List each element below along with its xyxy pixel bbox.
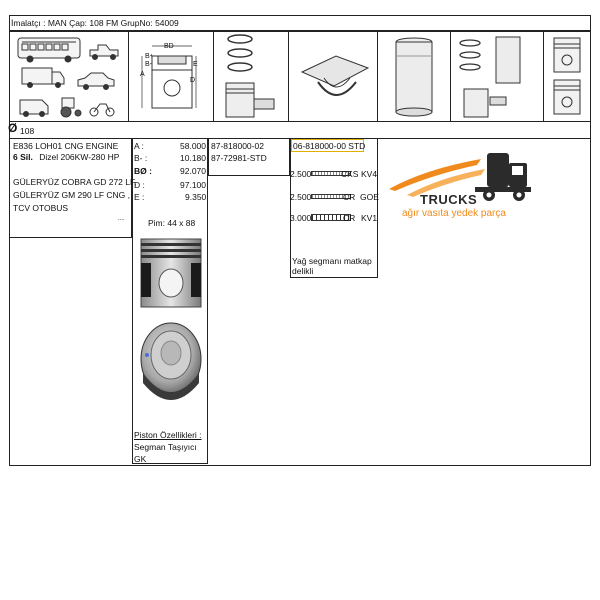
engine-cylinder-count: 6 Sil. (13, 152, 33, 162)
dim-label-e: E : (134, 192, 145, 202)
dim-label-b-minus: B- : (134, 153, 148, 163)
pickup-icon (90, 45, 118, 60)
ring-code-2: GOE (360, 192, 379, 202)
strip-divider (213, 31, 214, 122)
dim-label-b-dia: BØ : (134, 166, 152, 176)
piston-feature-2: GK (134, 454, 147, 464)
strip-divider (543, 31, 544, 122)
piston-features-title: Piston Özellikleri : (134, 430, 202, 440)
piston-rings-illustration (218, 33, 282, 121)
logo-name: TRUCKS (420, 192, 478, 207)
tractor-icon (61, 98, 81, 117)
pin-size: Pim: 44 x 88 (148, 218, 196, 228)
strip-divider (377, 31, 378, 122)
dim-value-d: 97.100 (180, 180, 206, 190)
header-text: İmalatçı : MAN Çap: 108 FM GrupNo: 54009 (11, 18, 179, 28)
engine-cylinders (13, 152, 119, 162)
part-number-2: 87-72981-STD (211, 153, 267, 163)
ring-part-number: 06-818000-00 STD (293, 141, 366, 151)
logo-tagline: ağır vasıta yedek parça (402, 208, 506, 219)
engine-code: E836 LOH01 CNG ENGINE (13, 141, 119, 151)
piston-section-illustration (548, 34, 588, 120)
bore-value: 108 (20, 126, 35, 136)
diagram-label-bd: BD (164, 43, 174, 50)
dim-value-b-minus: 10.180 (180, 153, 206, 163)
car-icon (78, 73, 114, 90)
engine-app-1: GÜLERYÜZ COBRA GD 272 LF, (13, 177, 137, 187)
diagram-label-d: D (190, 77, 196, 84)
part-number-1: 87-818000-02 (211, 141, 264, 151)
dim-value-b-dia: 92.070 (180, 166, 206, 176)
ring-note-2: delikli (292, 266, 314, 276)
strip-divider (288, 31, 289, 122)
ring-type-3: CR (343, 213, 356, 223)
motorcycle-icon (90, 104, 114, 116)
diagram-label-a: A (140, 71, 145, 78)
ring-code-3: KV1 (361, 213, 378, 223)
strip-divider (128, 31, 129, 122)
bore-symbol: Ø (8, 121, 18, 135)
ring-type-2: CR (343, 192, 356, 202)
diagram-label-e: E (193, 61, 198, 68)
engine-dots: .... (118, 216, 125, 222)
ring-note-1: Yağ segmanı matkap (292, 256, 372, 266)
dim-value-e: 9.350 (185, 192, 207, 202)
vehicle-icons (14, 34, 124, 119)
ring-size-2: 2.500 (290, 192, 312, 202)
ring-size-1: 2.500 (290, 169, 312, 179)
piston-feature-1: Segman Taşıyıcı (134, 442, 197, 452)
bus-icon (18, 38, 80, 62)
van-icon (20, 100, 48, 117)
ring-size-3: 3.000 (290, 213, 312, 223)
cylinder-liner-illustration (390, 36, 440, 120)
dim-label-d: D : (134, 180, 145, 190)
diagram-label-b-minus: B- (145, 61, 152, 68)
ring-type-1: CKS (341, 169, 359, 179)
bearing-shells-illustration (298, 48, 372, 110)
bore-row (9, 122, 591, 138)
strip-divider (450, 31, 451, 122)
ring-code-1: KV4 (361, 169, 378, 179)
diagram-label-b-plus: B+ (145, 53, 154, 60)
liner-kit-illustration (456, 33, 540, 121)
engine-app-3: TCV OTOBUS (13, 203, 69, 213)
piston-side-photo (139, 237, 203, 309)
dim-value-a: 58.000 (180, 141, 206, 151)
dim-label-a: A : (134, 141, 144, 151)
engine-app-2: GÜLERYÜZ GM 290 LF CNG , (13, 190, 130, 200)
truck-icon (22, 68, 64, 88)
engine-spec: Dizel 206KW-280 HP (39, 152, 120, 162)
piston-top-photo (139, 313, 203, 413)
